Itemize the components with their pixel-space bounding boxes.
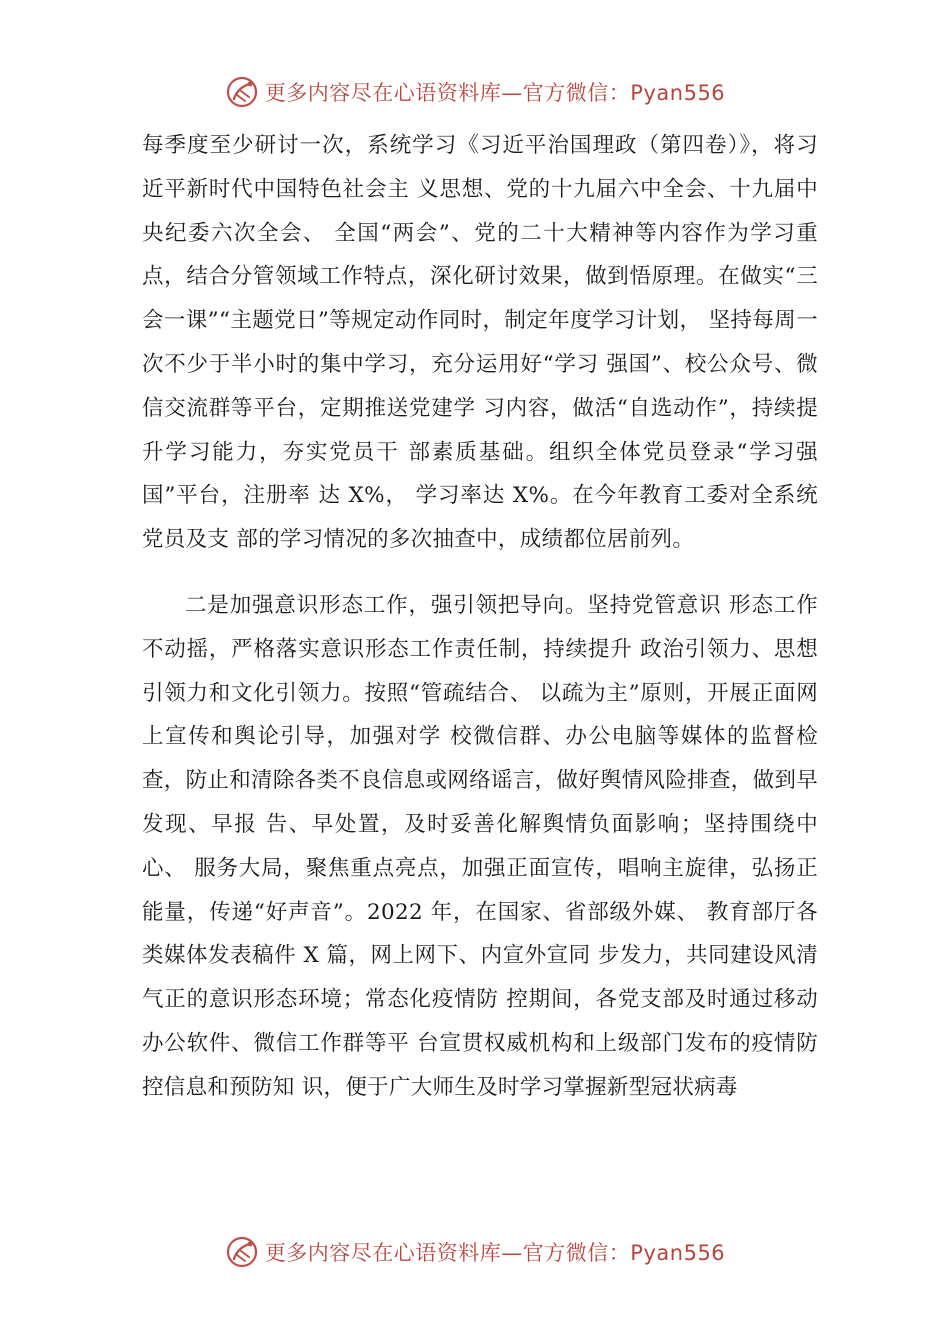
brand-logo-icon	[225, 75, 259, 109]
body-paragraph-2: 二是加强意识形态工作，强引领把导向。坚持党管意识 形态工作不动摇，严格落实意识形态工作责任制，持续提升 政治引领力、思想引领力和文化引领力。按照“管疏结合、 以疏为主”原则，开展正面网上宣传和舆论引导，加强对学 校微信群、办公电脑等媒体的监督检查，防止和清除各类不良信息或网络谣言，做好舆情风险排查，做到早发现、早报 告、早处置，及时妥善化解舆情负面影响；坚持围绕中心、 服务大局，聚焦重点亮点，加强正面宣传，唱响主旋律，弘扬正能量，传递“好声音”。2022 年，在国家、省部级外媒、 教育部厅各类媒体发表稿件 X 篇，网上网下、内宣外宣同 步发力，共同建设风清气正的意识形态环境；常态化疫情防 控期间，各党支部及时通过移动办公软件、微信工作群等平 台宣贯权威机构和上级部门发布的疫情防控信息和预防知 识，便于广大师生及时学习掌握新型冠状病毒	[142, 592, 818, 1100]
brand-logo-icon	[225, 1235, 259, 1269]
document-body	[142, 124, 818, 1110]
body-paragraph-1: 每季度至少研讨一次，系统学习《习近平治国理政（第四卷）》，将习近平新时代中国特色社会主 义思想、党的十九届六中全会、十九届中央纪委六次全会、 全国“两会”、党的二十大精神等内容作为学习重点，结合分管领域工作特点，深化研讨效果，做到悟原理。在做实“三会一课”“主题党日”等规定动作同时，制定年度学习计划， 坚持每周一次不少于半小时的集中学习，充分运用好“学习 强国”、校公众号、微信交流群等平台，定期推送党建学 习内容，做活“自选动作”，持续提升学习能力，夯实党员干 部素质基础。组织全体党员登录“学习强国”平台，注册率 达 X%， 学习率达 X%。在今年教育工委对全系统党员及支 部的学习情况的多次抽查中，成绩都位居前列。	[142, 133, 818, 553]
footer-banner-text: 更多内容尽在心语资料库—官方微信：Pyan556	[264, 1241, 726, 1265]
header-banner-text: 更多内容尽在心语资料库—官方微信：Pyan556	[264, 81, 726, 105]
footer-banner	[0, 1232, 950, 1272]
header-banner	[0, 72, 950, 112]
